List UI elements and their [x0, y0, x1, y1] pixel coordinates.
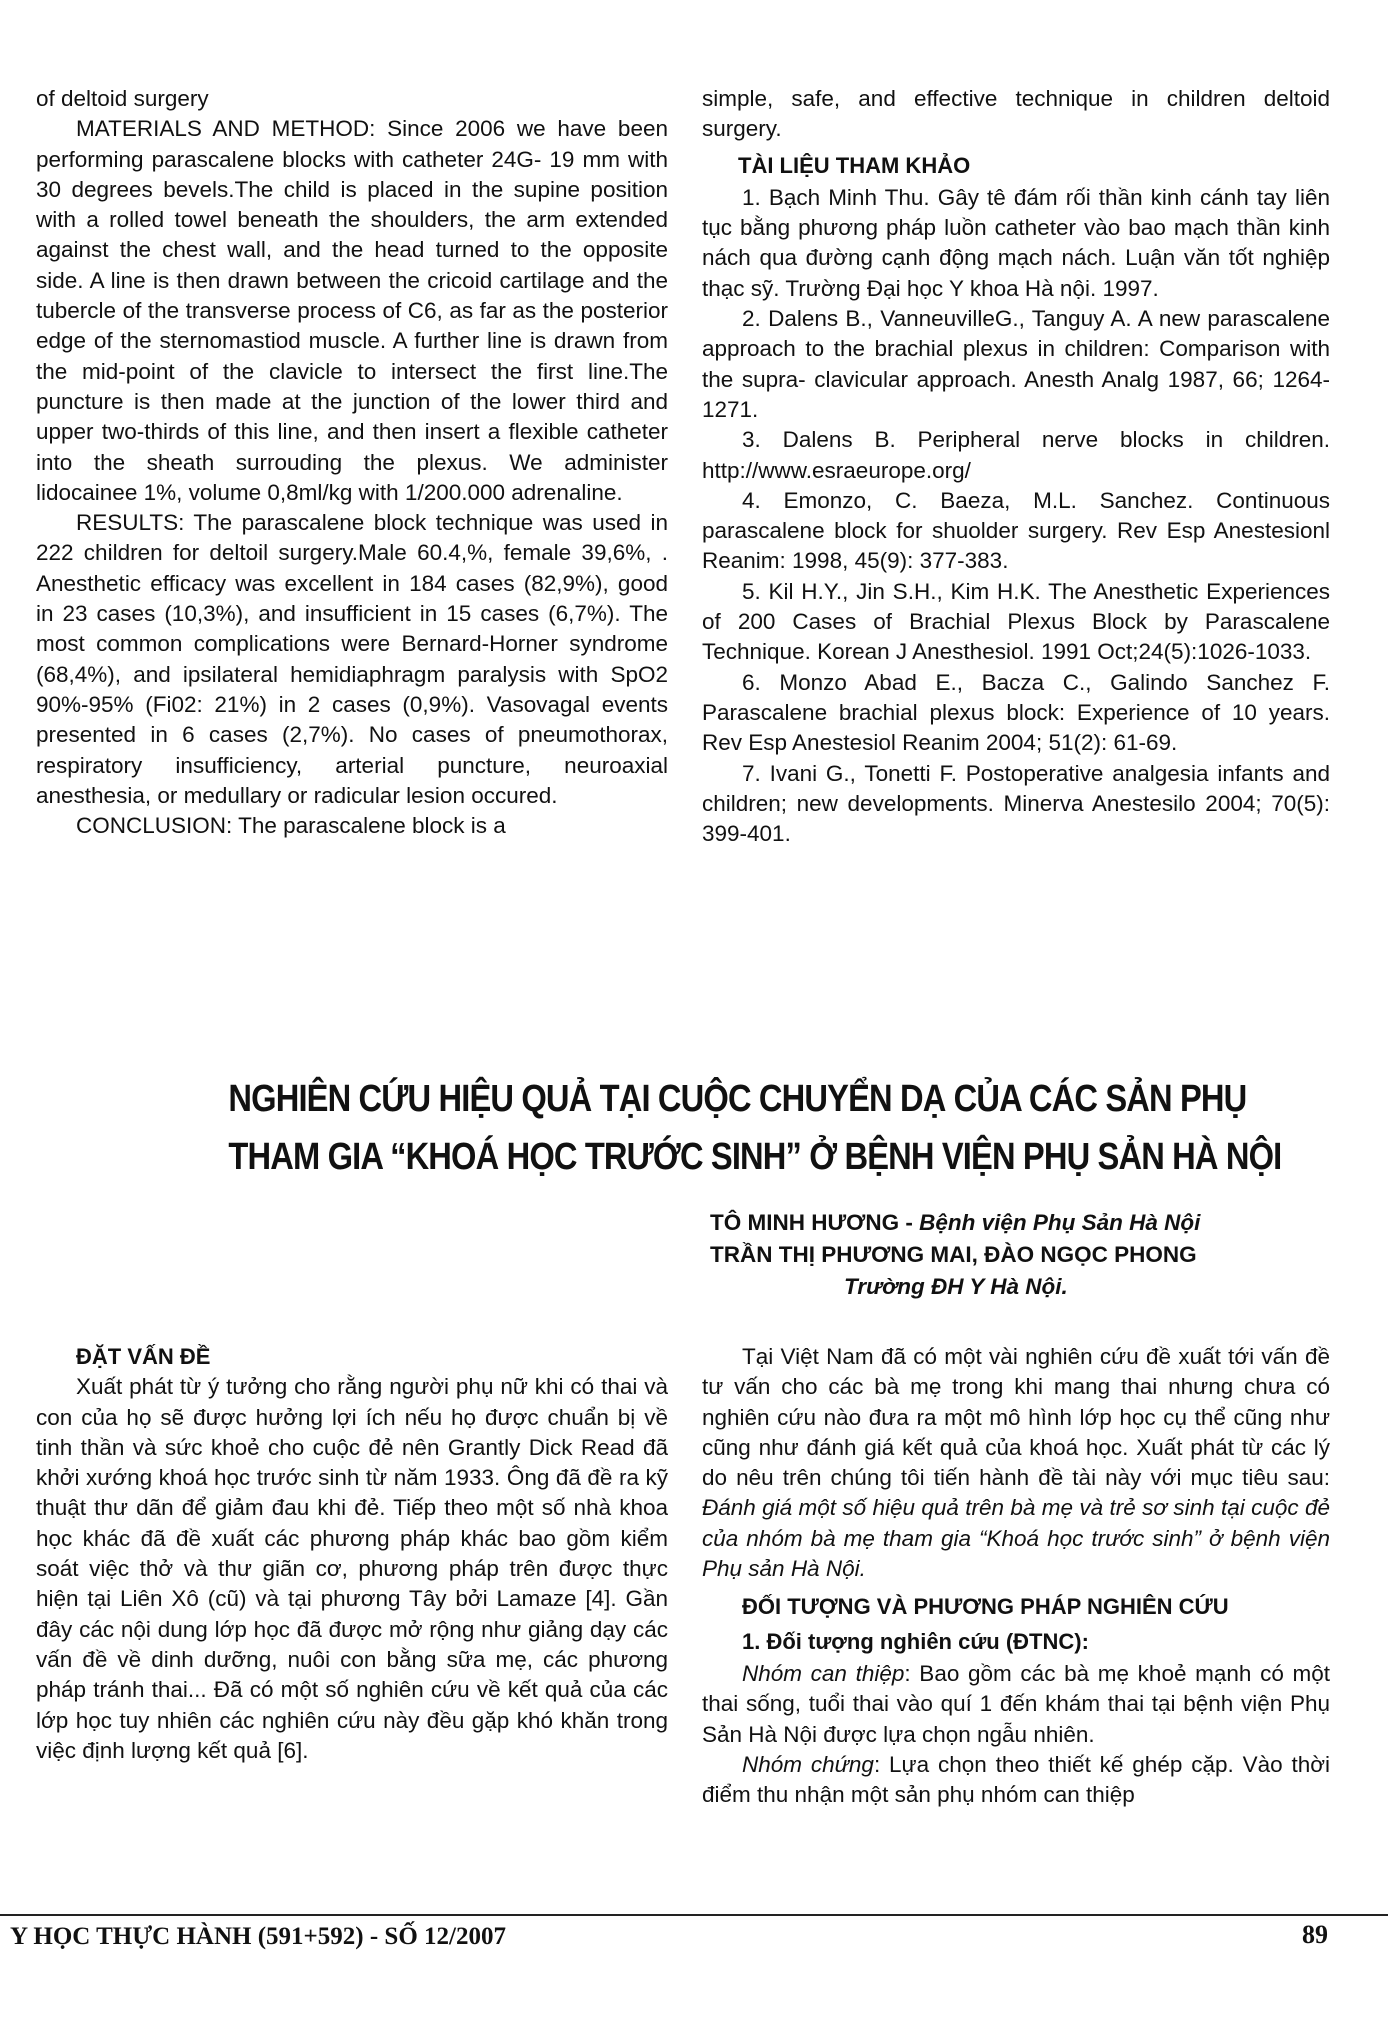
- author-affiliation-2: Trường ĐH Y Hà Nội.: [844, 1274, 1068, 1299]
- section-heading-methods: ĐỐI TƯỢNG VÀ PHƯƠNG PHÁP NGHIÊN CỨU: [742, 1594, 1229, 1620]
- author-line-2: TRẦN THỊ PHƯƠNG MAI, ĐÀO NGỌC PHONG: [710, 1242, 1197, 1267]
- author-line-1: [710, 1207, 1330, 1239]
- reference-item: 4. Emonzo, C. Baeza, M.L. Sanchez. Continuous parascalene block for shuolder surgery. Rev Esp Anestesionl Reanim: 1998, 45(9): 377-383.: [702, 487, 1330, 574]
- subsection-heading-subjects: 1. Đối tượng nghiên cứu (ĐTNC):: [742, 1628, 1089, 1654]
- reference-item: 6. Monzo Abad E., Bacza C., Galindo Sanchez F. Parascalene brachial plexus block: Experience of 10 years. Rev Esp Anestesiol Reanim 2004; 51(2): 61-69.: [702, 669, 1330, 756]
- page-number: 89: [1302, 1920, 1328, 1949]
- intervention-group-label: Nhóm can thiệp: [742, 1660, 905, 1686]
- rationale-paragraph: [702, 1342, 1330, 1584]
- author-block: [710, 1207, 1330, 1303]
- control-group-text: : Lựa chọn theo thiết kế ghép cặp. Vào thời điểm thu nhận một sản phụ nhóm can thiệp: [702, 1751, 1331, 1808]
- abstract-fragment: of deltoid surgery: [36, 86, 209, 111]
- conclusion-paragraph: CONCLUSION: The parascalene block is a: [76, 813, 506, 839]
- article-title-line-1: NGHIÊN CỨU HIỆU QUẢ TẠI CUỘC CHUYỂN DẠ CỦA CÁC SẢN PHỤ: [228, 1078, 1247, 1120]
- journal-footer: Y HỌC THỰC HÀNH (591+592) - SỐ 12/2007: [10, 1923, 506, 1950]
- author-affiliation: Bệnh viện Phụ Sản Hà Nội: [919, 1210, 1201, 1235]
- results-paragraph: RESULTS: The parascalene block technique was used in 222 children for deltoil surgery.Male 60.4,%, female 39,6%, . Anesthetic efficacy was excellent in 184 cases (82,9%), good in 23 cases (10,3%), and insufficient in 15 cases (6,7%). The most common complications were Bernard-Horner syndrome (68,4%), and ipsilateral hemidiaphragm paralysis with SpO2 90%-95% (Fi02: 21%) in 2 cases (0,9%). Vasovagal events presented in 6 cases (2,7%). No cases of pneumothorax, respiratory insufficiency, arterial puncture, neuroaxial anesthesia, or medullary or radicular lesion occured.: [36, 510, 668, 808]
- article-title-line-2: THAM GIA “KHOÁ HỌC TRƯỚC SINH” Ở BỆNH VIỆN PHỤ SẢN HÀ NỘI: [228, 1136, 1282, 1178]
- materials-method-paragraph: MATERIALS AND METHOD: Since 2006 we have been performing parascalene blocks with catheter 24G- 19 mm with 30 degrees bevels.The child is placed in the supine position with a rolled towel beneath the shoulders, the arm extended against the chest wall, and the head turned to the opposite side. A line is then drawn between the cricoid cartilage and the tubercle of the transverse process of C6, as far as the posterior edge of the sternomastiod muscle. A further line is drawn from the mid-point of the clavicle to intersect the first line.The puncture is then made at the junction of the lower third and upper two-thirds of this line, and then insert a flexible catheter into the sheath surrouding the plexus. We administer lidocainee 1%, volume 0,8ml/kg with 1/200.000 adrenaline.: [36, 116, 668, 505]
- control-group-paragraph: [702, 1750, 1330, 1811]
- right-column-references: [702, 84, 1330, 849]
- objective-text: Đánh giá một số hiệu quả trên bà mẹ và trẻ sơ sinh tại cuộc đẻ của nhóm bà mẹ tham gia “Khoá học trước sinh” ở bệnh viện Phụ sản Hà Nội.: [702, 1495, 1330, 1582]
- left-column-introduction: [36, 1342, 668, 1766]
- author-name: TÔ MINH HƯƠNG -: [710, 1210, 920, 1235]
- section-heading-introduction: ĐẶT VẤN ĐỀ: [76, 1344, 211, 1369]
- reference-item: 7. Ivani G., Tonetti F. Postoperative analgesia infants and children; new developments. Minerva Anestesilo 2004; 70(5): 399-401.: [702, 760, 1330, 847]
- rationale-text: Tại Việt Nam đã có một vài nghiên cứu đề xuất tới vấn đề tư vấn cho các bà mẹ trong khi mang thai nhưng chưa có nghiên cứu nào đưa ra một mô hình lớp học cụ thể cũng như cũng như đánh giá kết quả của khoá học. Xuất phát từ các lý do nêu trên chúng tôi tiến hành đề tài này với mục tiêu sau:: [702, 1344, 1330, 1491]
- reference-item: 5. Kil H.Y., Jin S.H., Kim H.K. The Anesthetic Experiences of 200 Cases of Brachial Plexus Block by Parascalene Technique. Korean J Anesthesiol. 1991 Oct;24(5):1026-1033.: [702, 578, 1330, 665]
- control-group-label: Nhóm chứng: [742, 1751, 874, 1777]
- footer-rule: [0, 1914, 1388, 1916]
- reference-item: 2. Dalens B., VanneuvilleG., Tanguy A. A new parascalene approach to the brachial plexus in children: Comparison with the supra- clavicular approach. Anesth Analg 1987, 66; 1264-1271.: [702, 306, 1330, 422]
- references-heading: TÀI LIỆU THAM KHẢO: [738, 152, 971, 178]
- article-title: [150, 1070, 1282, 1186]
- reference-item: 3. Dalens B. Peripheral nerve blocks in children. http://www.esraeurope.org/: [702, 427, 1330, 483]
- intervention-group-paragraph: [702, 1659, 1330, 1750]
- right-column-methods: [702, 1342, 1330, 1810]
- conclusion-continued: simple, safe, and effective technique in children deltoid surgery.: [702, 86, 1330, 142]
- left-column-abstract: [36, 84, 668, 841]
- intervention-group-text: : Bao gồm các bà mẹ khoẻ mạnh có một thai sống, tuổi thai vào quí 1 đến khám thai tại bệnh viện Phụ Sản Hà Nội được lựa chọn ngẫu nhiên.: [702, 1660, 1330, 1747]
- introduction-paragraph: Xuất phát từ ý tưởng cho rằng người phụ nữ khi có thai và con của họ sẽ được hưởng lợi ích nếu họ được chuẩn bị về tinh thần và sức khoẻ cho cuộc đẻ nên Grantly Dick Read đã khởi xướng khoá học trước sinh từ năm 1933. Ông đã đề ra kỹ thuật thư dãn để giảm đau khi đẻ. Tiếp theo một số nhà khoa học khác đã đề xuất các phương pháp khác bao gồm kiểm soát việc thở và thư giãn cơ, phương pháp trên được thực hiện tại Liên Xô (cũ) và tại phương Tây bởi Lamaze [4]. Gần đây các nội dung lớp học đã được mở rộng như giảng dạy các vấn đề về dinh dưỡng, nuôi con bằng sữa mẹ, các phương pháp tránh thai... Đã có một số nghiên cứu về kết quả của các lớp học tuy nhiên các nghiên cứu này đều gặp khó khăn trong việc định lượng kết quả [6].: [36, 1374, 668, 1763]
- reference-item: 1. Bạch Minh Thu. Gây tê đám rối thần kinh cánh tay liên tục bằng phương pháp luồn catheter vào bao mạch thần kinh nách qua đường cạnh động mạch nách. Luận văn tốt nghiệp thạc sỹ. Trường Đại học Y khoa Hà nội. 1997.: [702, 184, 1330, 301]
